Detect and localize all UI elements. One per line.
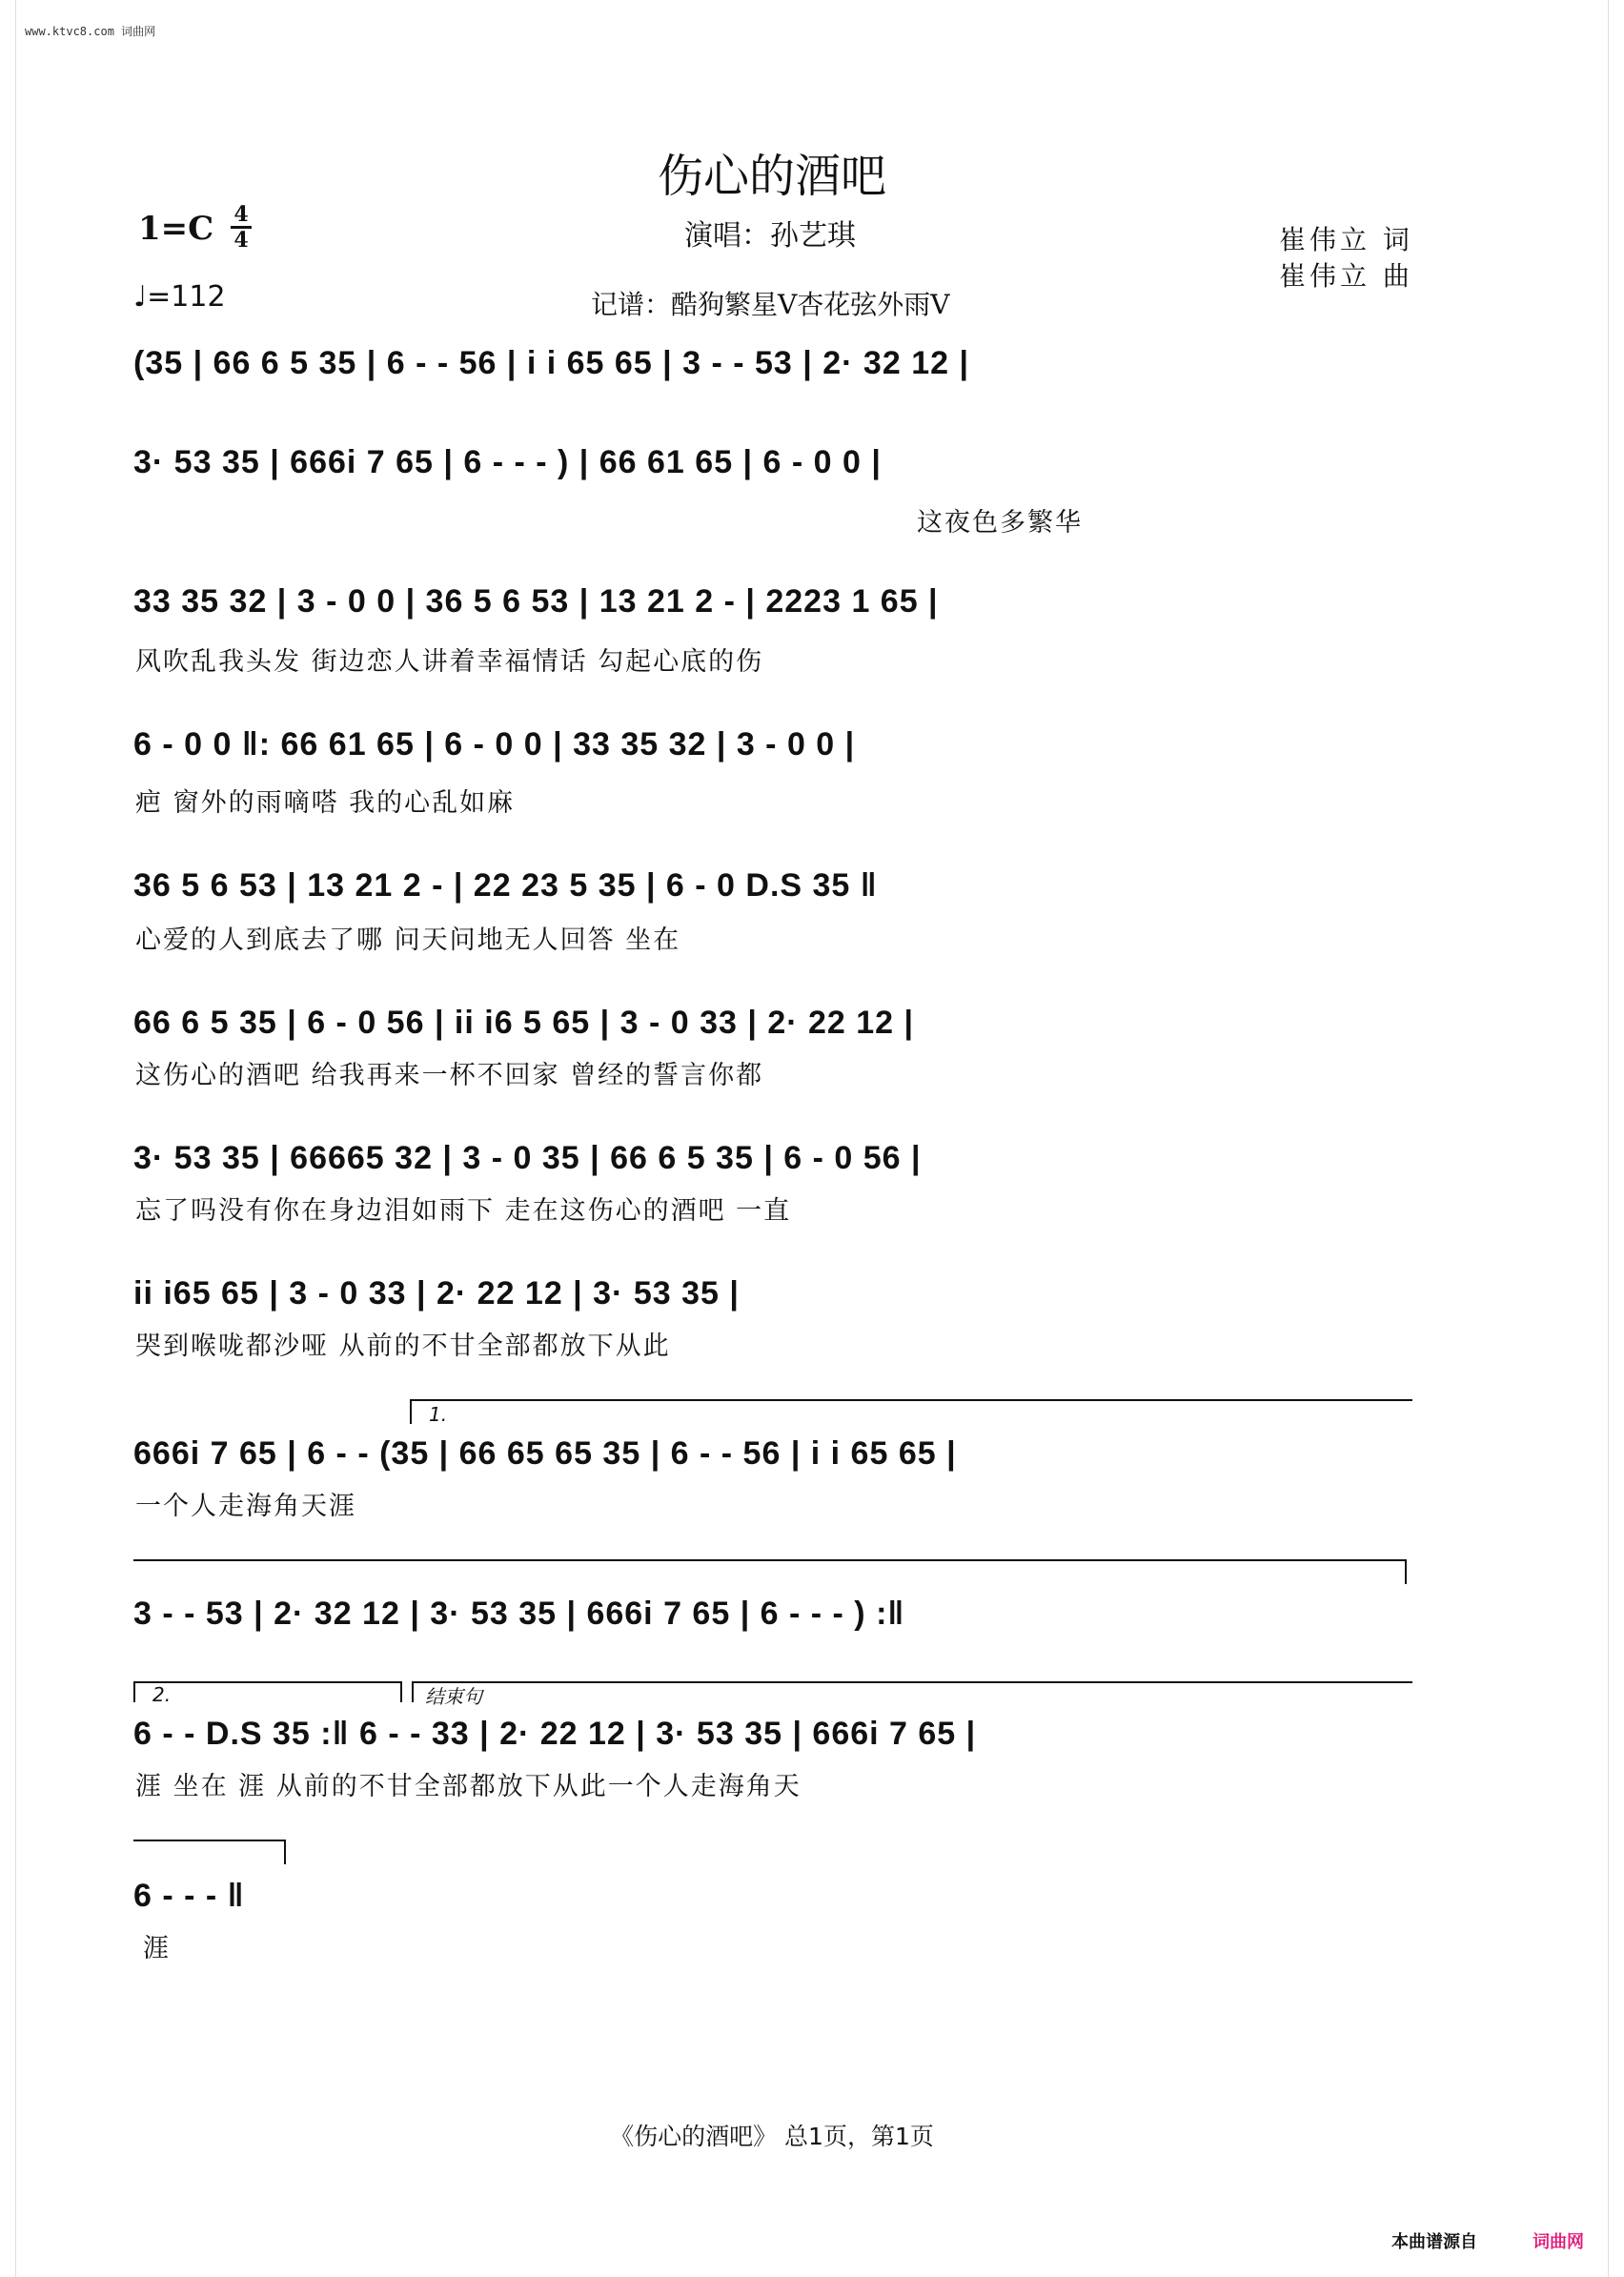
- score-lyrics-row-4: 疤 窗外的雨嘀嗒 我的心乱如麻: [135, 788, 516, 818]
- song-title: 伤心的酒吧: [657, 150, 886, 203]
- score-notes-row-1: (35 | 66 6 5 35 | 6 - - 56 | i i 65 65 | 3 - - 53 | 2· 32 12 |: [133, 345, 969, 381]
- score-notes-row-5: 36 5 6 53 | 13 21 2 - | 22 23 5 35 | 6 - 0 D.S 35 ‖: [133, 867, 878, 904]
- score-lyrics-row-9: 一个人走海角天涯: [135, 1492, 356, 1521]
- score-notes-row-9: 666i 7 65 | 6 - - (35 | 66 65 65 35 | 6 - - 56 | i i 65 65 |: [133, 1435, 957, 1472]
- score-notes-row-6: 66 6 5 35 | 6 - 0 56 | ii i6 5 65 | 3 - 0 33 | 2· 22 12 |: [133, 1005, 915, 1041]
- time-signature: [231, 204, 252, 251]
- volta-2-bracket: [133, 1681, 402, 1683]
- ending-label: 结束句: [425, 1685, 482, 1708]
- score-lyrics-row-6: 这伤心的酒吧 给我再来一杯不回家 曾经的誓言你都: [135, 1061, 764, 1090]
- score-lyrics-row-3: 风吹乱我头发 街边恋人讲着幸福情话 勾起心底的伤: [135, 647, 764, 677]
- volta-2-bracket-start: [133, 1681, 135, 1702]
- volta-1-label: 1.: [429, 1403, 448, 1426]
- ending-bracket: [412, 1681, 1412, 1683]
- score-notes-row-7: 3· 53 35 | 66665 32 | 3 - 0 35 | 66 6 5 35 | 6 - 0 56 |: [133, 1140, 922, 1176]
- score-notes-row-8: ii i65 65 | 3 - 0 33 | 2· 22 12 | 3· 53 35 |: [133, 1275, 740, 1311]
- right-watermark-strip: [1608, 0, 1624, 2277]
- score-notes-row-2: 3· 53 35 | 666i 7 65 | 6 - - - ) | 66 61 65 | 6 - 0 0 |: [133, 444, 882, 480]
- singer: 演唱：孙艺琪: [684, 219, 856, 253]
- volta-1-bracket-continued: [133, 1559, 1407, 1561]
- lyricist: 崔伟立 词: [1279, 224, 1413, 255]
- score-lyrics-row-5: 心爱的人到底去了哪 问天问地无人回答 坐在: [135, 925, 681, 955]
- score-lyrics-row-11: 涯 坐在 涯 从前的不甘全部都放下从此一个人走海角天: [135, 1772, 802, 1801]
- score-notes-row-12: 6 - - - ‖: [133, 1878, 245, 1914]
- score-lyrics-row-8: 哭到喉咙都沙哑 从前的不甘全部都放下从此: [135, 1332, 671, 1361]
- score-notes-row-11: 6 - - D.S 35 :‖ 6 - - 33 | 2· 22 12 | 3· 53 35 | 666i 7 65 |: [133, 1716, 977, 1752]
- score-notes-row-4: 6 - 0 0 ‖: 66 61 65 | 6 - 0 0 | 33 35 32 | 3 - 0 0 |: [133, 726, 856, 762]
- volta-1-bracket-start: [410, 1399, 412, 1424]
- key-signature: 1=C: [138, 210, 214, 248]
- ending-bracket-end: [284, 1840, 286, 1864]
- volta-2-bracket-end: [400, 1681, 402, 1702]
- time-signature-top: 4: [233, 202, 249, 227]
- time-signature-bottom: 4: [233, 228, 249, 253]
- score-notes-row-10: 3 - - 53 | 2· 32 12 | 3· 53 35 | 666i 7 65 | 6 - - - ) :‖: [133, 1596, 905, 1632]
- composer: 崔伟立 曲: [1279, 260, 1413, 292]
- left-watermark-strip: [0, 0, 16, 2277]
- score-lyrics-row-7: 忘了吗没有你在身边泪如雨下 走在这伤心的酒吧 一直: [135, 1196, 792, 1226]
- tempo-marking: ♩=112: [133, 280, 226, 314]
- ending-bracket-continued: [133, 1840, 286, 1841]
- credit-site[interactable]: 词曲网: [1533, 2232, 1584, 2252]
- credit-prefix: 本曲谱源自: [1391, 2232, 1477, 2252]
- volta-2-label: 2.: [152, 1683, 172, 1706]
- score-lyrics-row-2: 这夜色多繁华: [917, 508, 1083, 538]
- volta-1-bracket: [410, 1399, 1412, 1401]
- site-url: www.ktvc8.com 词曲网: [25, 25, 156, 38]
- page-footer: 《伤心的酒吧》 总1页，第1页: [610, 2123, 934, 2150]
- volta-1-bracket-end: [1405, 1559, 1407, 1584]
- score-notes-row-3: 33 35 32 | 3 - 0 0 | 36 5 6 53 | 13 21 2 - | 2223 1 65 |: [133, 583, 939, 620]
- ending-bracket-start: [412, 1681, 414, 1702]
- score-lyrics-row-12: 涯: [143, 1934, 171, 1963]
- transcriber: 记谱：酷狗繁星V杏花弦外雨V: [591, 289, 950, 320]
